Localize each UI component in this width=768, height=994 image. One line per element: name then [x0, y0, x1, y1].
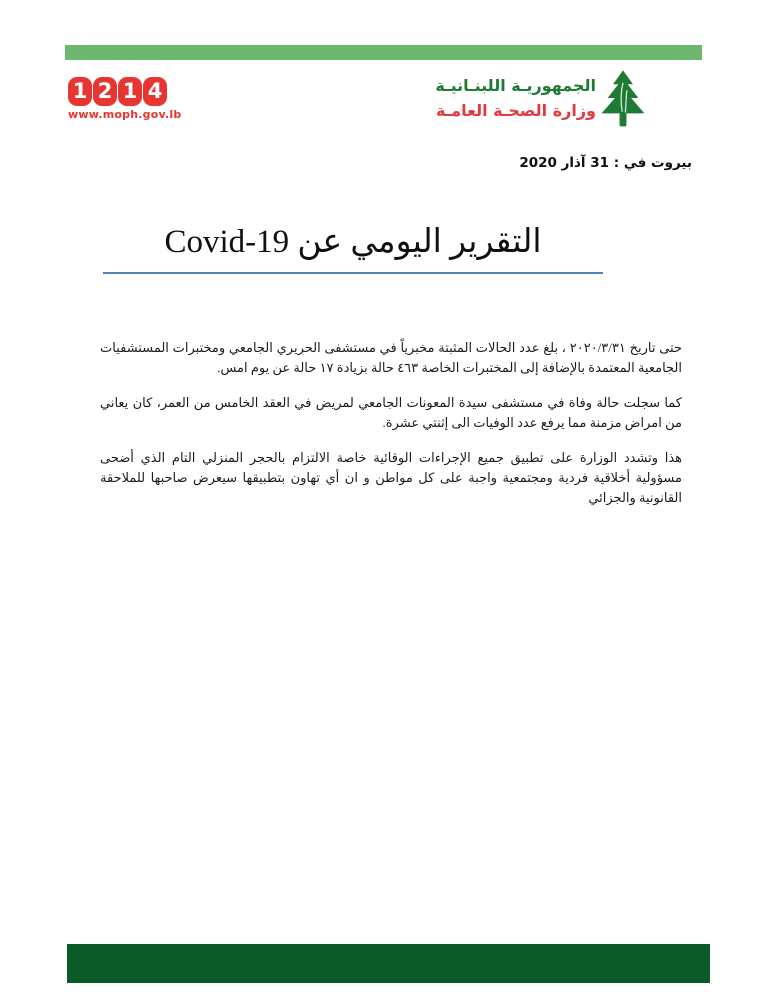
moph-website-url: www.moph.gov.lb	[68, 108, 182, 121]
paragraph-death-report: كما سجلت حالة وفاة في مستشفى سيدة المعونات الجامعي لمريض في العقد الخامس من العمر، كان يعاني من امراض مزمنة مما يرفع عدد الوفيات الى إثنتي عشرة.	[100, 395, 682, 430]
footer-green-bar	[67, 944, 710, 983]
cedar-tree-icon	[600, 68, 646, 128]
hotline-digits	[68, 77, 178, 106]
ministry-logo	[435, 68, 646, 128]
ministry-name	[435, 73, 596, 123]
report-title: التقرير اليومي عن Covid-19	[103, 221, 603, 274]
hotline-digit-badge: 4	[143, 77, 167, 106]
report-body	[100, 338, 682, 523]
hotline-digit-badge: 2	[93, 77, 117, 106]
hotline-1214-logo	[68, 77, 182, 121]
hotline-digit-badge: 1	[68, 77, 92, 106]
republic-name-label: الجمهوريـة اللبنـانيـة	[435, 76, 596, 95]
header-green-bar	[65, 45, 702, 60]
hotline-digit-badge: 1	[118, 77, 142, 106]
ministry-name-label: وزارة الصحـة العامـة	[435, 101, 596, 120]
date-place-line: بيروت في : 31 آذار 2020	[519, 155, 692, 171]
paragraph-preventive-measures: هذا وتشدد الوزارة على تطبيق جميع الإجراءات الوقائية خاصة الالتزام بالحجر المنزلي التام الذي أضحى مسؤولية أخلاقية فردية ومجتمعية واجبة على كل مواطن و ان أي تهاون بتطبيقها سيعرض صاحبها للملاحقة القانونية والجزائي	[100, 450, 682, 505]
paragraph-cases-count: حتى تاريخ ٢٠٢٠/٣/٣١ ، بلغ عدد الحالات المثبتة مخبرياً في مستشفى الحريري الجامعي ومختبرات المستشفيات الجامعية المعتمدة بالإضافة إلى المختبرات الخاصة ٤٦٣ حالة بزيادة ١٧ حالة عن يوم امس.	[100, 340, 682, 375]
